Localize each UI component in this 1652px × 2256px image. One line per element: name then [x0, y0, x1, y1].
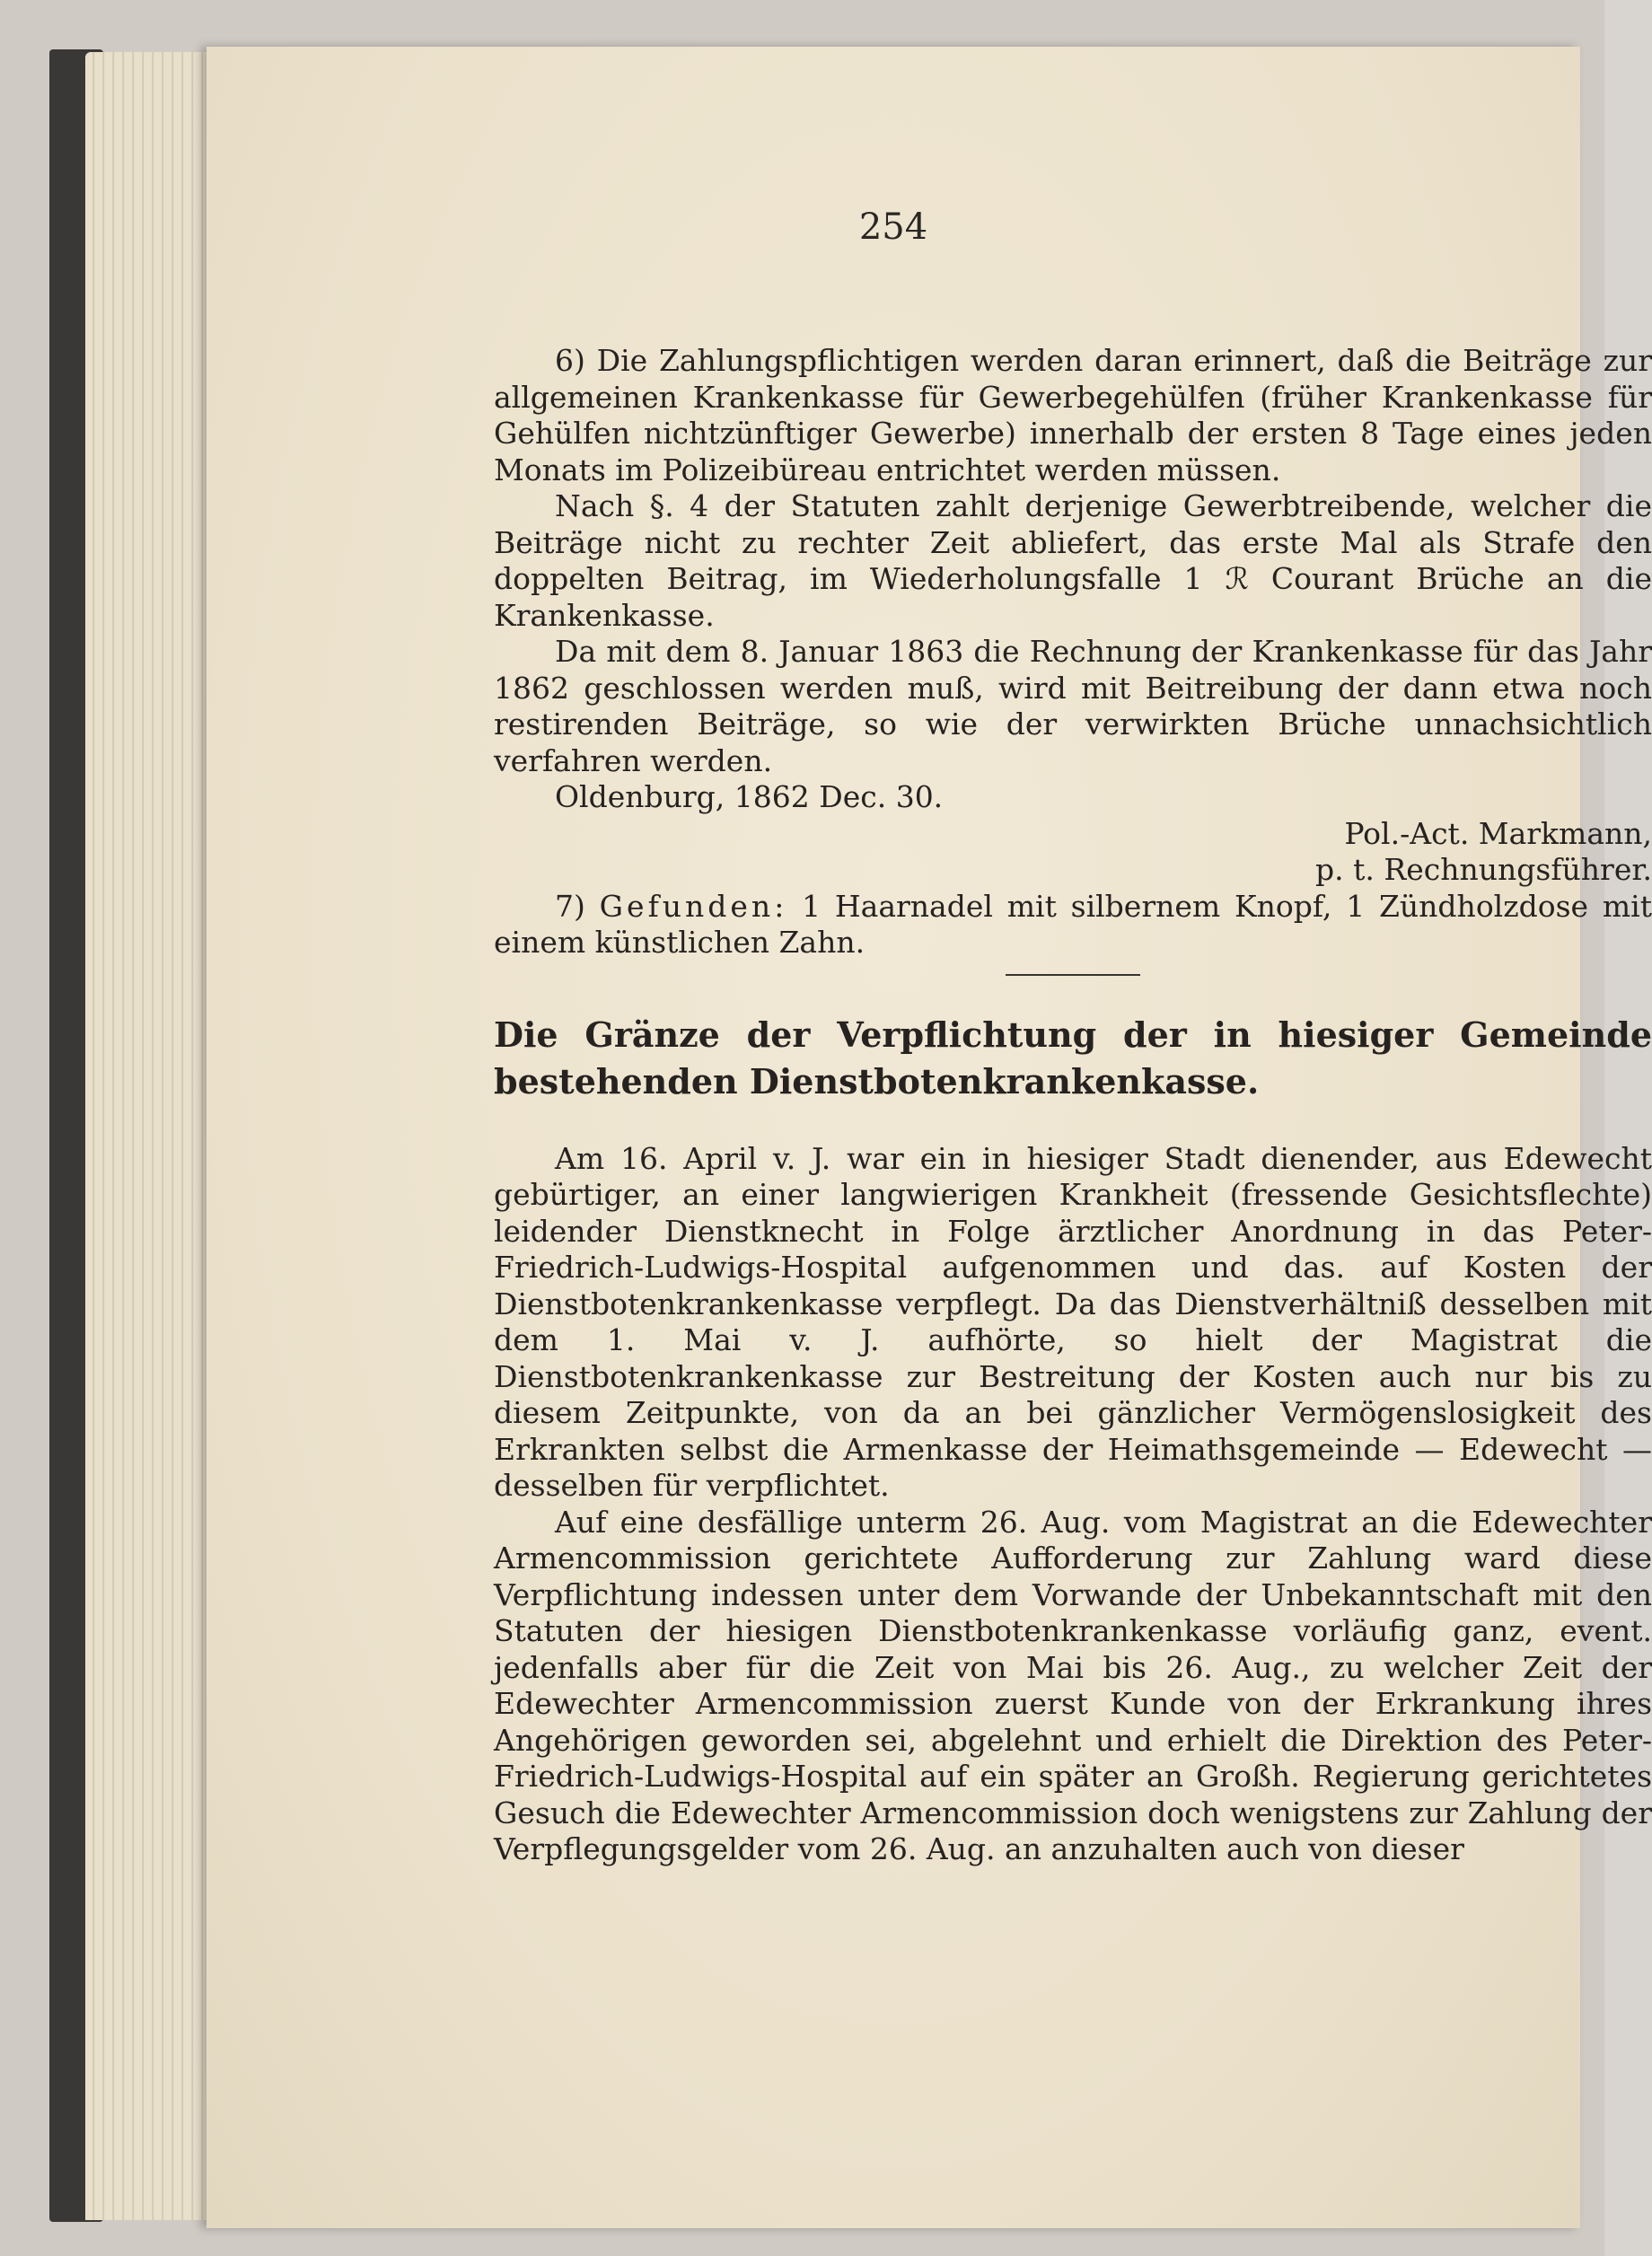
found-label: Gefunden:	[599, 888, 788, 924]
section-notices	[494, 343, 1652, 1868]
article-paragraph-1: Am 16. April v. J. war ein in hiesiger Stadt dienender, aus Edewecht gebürtiger, an einer langwierigen Krankheit (fressende Gesichtsflechte) leidender Dienstknecht in Folge ärztlicher Anordnung in das Peter-Friedrich-Ludwigs-Hospital aufgenommen und das. auf Kosten der Dienstbotenkrankenkasse verpflegt. Da das Dienstverhältniß desselben mit dem 1. Mai v. J. aufhörte, so hielt der Magistrat die Dienstbotenkrankenkasse zur Bestreitung der Kosten auch nur bis zu diesem Zeitpunkte, von da an bei gänzlicher Vermögenslosigkeit des Erkrankten selbst die Armenkasse der Heimathsgemeinde — Edewecht — desselben für verpflichtet.	[494, 1140, 1652, 1503]
found-items: 1 Haarnadel mit silbernem Knopf, 1 Zündholzdose mit einem künstlichen Zahn.	[494, 888, 1652, 960]
place-date: Oldenburg, 1862 Dec. 30.	[555, 779, 944, 814]
book-page	[206, 47, 1652, 2228]
signature-name: Pol.-Act. Markmann,	[1344, 815, 1652, 851]
article-heading: Die Gränze der Verpflichtung der in hiesiger Gemeinde bestehenden Dienstbotenkrankenkasse.	[494, 1014, 1652, 1102]
paragraph-da: Da mit dem 8. Januar 1863 die Rechnung der Krankenkasse für das Jahr 1862 geschlossen werden muß, wird mit Beitreibung der dann etwa noch restirenden Beiträge, so wie der verwirkten Brüche unnachsichtlich verfahren werden.	[494, 634, 1652, 778]
paragraph-nach: Nach §. 4 der Statuten zahlt derjenige Gewerbtreibende, welcher die Beiträge nicht zu rechter Zeit abliefert, das erste Mal als Strafe den doppelten Beitrag, im Wiederholungsfalle 1 ℛ Courant Brüche an die Krankenkasse.	[494, 488, 1652, 633]
paragraph-7	[494, 889, 1652, 961]
signature-title: p. t. Rechnungsführer.	[1315, 852, 1652, 887]
page-number: 254	[858, 206, 928, 248]
article-paragraph-2: Auf eine desfällige unterm 26. Aug. vom Magistrat an die Edewechter Armencommission gerichtete Aufforderung zur Zahlung ward diese Verpflichtung indessen unter dem Vorwande der Unbekanntschaft mit den Statuten der hiesigen Dienstbotenkrankenkasse vorläufig ganz, event. jedenfalls aber für die Zeit von Mai bis 26. Aug., zu welcher Zeit der Edewechter Armencommission zuerst Kunde von der Erkrankung ihres Angehörigen geworden sei, abgelehnt und erhielt die Direktion des Peter-Friedrich-Ludwigs-Hospital auf ein später an Großh. Regierung gerichtetes Gesuch die Edewechter Armencommission doch wenigstens zur Zahlung der Verpflegungsgelder vom 26. Aug. an anzuhalten auch von dieser	[494, 1504, 1652, 1866]
paragraph-6: 6) Die Zahlungspflichtigen werden daran erinnert, daß die Beiträge zur allgemeinen Krankenkasse für Gewerbegehülfen (früher Krankenkasse für Gehülfen nichtzünftiger Gewerbe) innerhalb der ersten 8 Tage eines jeden Monats im Polizeibüreau entrichtet werden müssen.	[494, 343, 1652, 487]
section-divider	[1006, 974, 1140, 976]
paragraph-7-number: 7)	[555, 888, 600, 924]
